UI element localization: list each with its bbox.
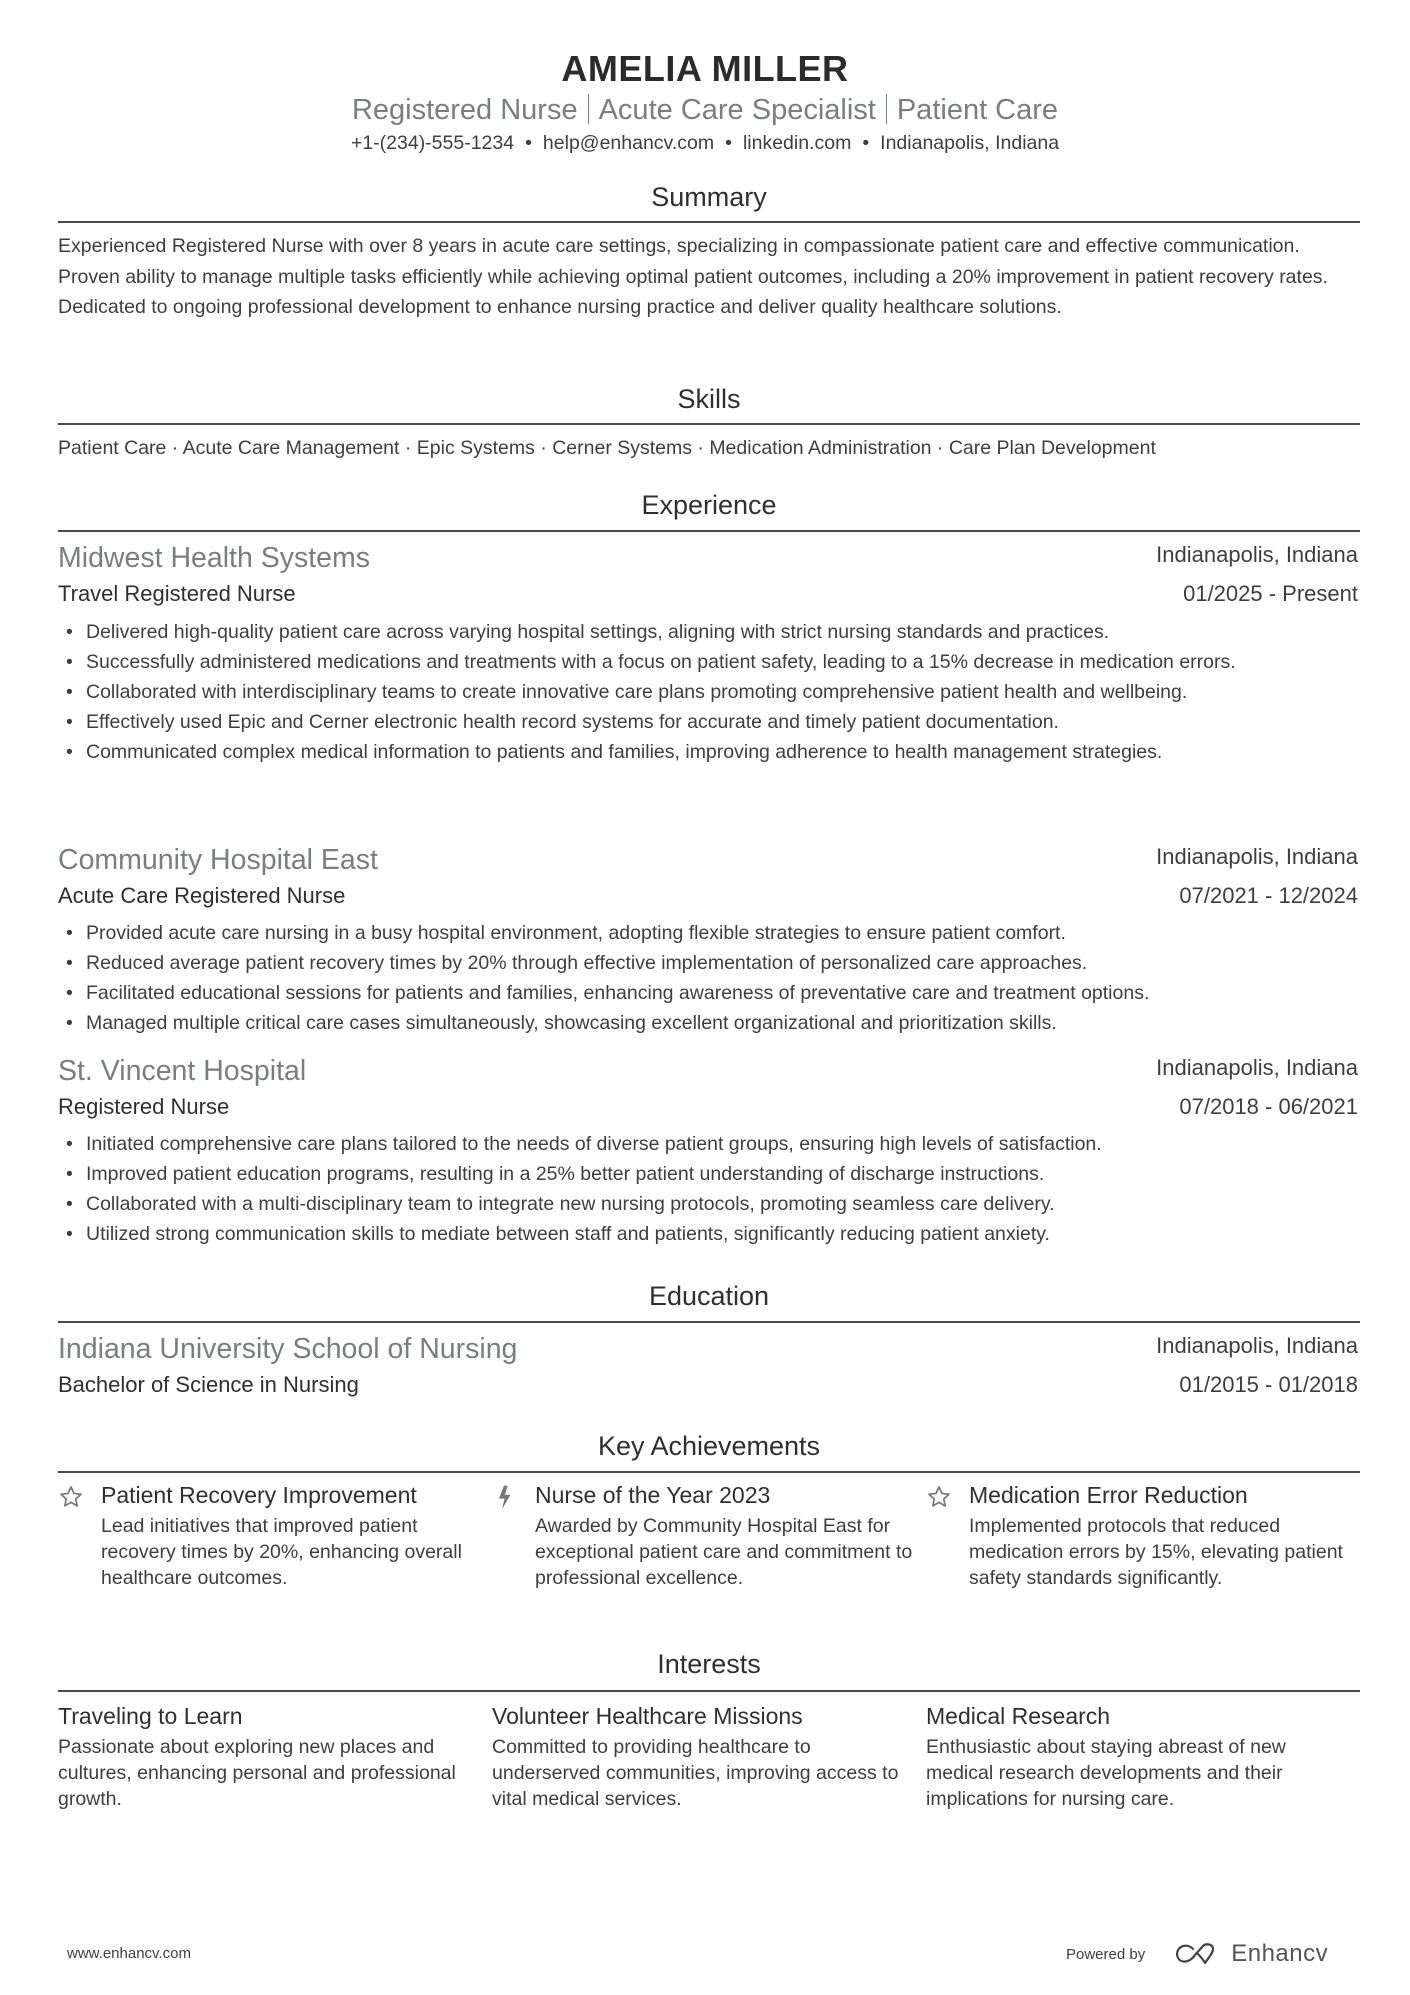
education-degree: Bachelor of Science in Nursing <box>58 1372 359 1397</box>
job-bullet: • Collaborated with interdisciplinary teams to create innovative care plans promoting comprehensive patient health and wellbeing. <box>58 677 1360 707</box>
section-divider <box>58 1471 1360 1473</box>
interest-description: Enthusiastic about staying abreast of new medical research developments and their implications for nursing care. <box>926 1736 1286 1810</box>
interest-item <box>492 1701 926 1812</box>
headline-title-1: Registered Nurse <box>351 94 578 126</box>
contact-separator: • <box>862 132 870 154</box>
contact-email[interactable]: help@enhancv.com <box>542 132 715 154</box>
education-location: Indianapolis, Indiana <box>1156 1333 1358 1358</box>
enhancv-logo-text: Enhancv <box>1231 1940 1329 1967</box>
headline-divider <box>588 94 589 124</box>
job-bullet: • Reduced average patient recovery times by 20% through effective implementation of personalized care approaches. <box>58 948 1360 978</box>
contact-separator: • <box>725 132 732 154</box>
star-icon <box>58 1484 84 1510</box>
candidate-name: AMELIA MILLER <box>561 48 849 89</box>
job-location: Indianapolis, Indiana <box>1156 542 1358 567</box>
headline-title-3: Patient Care <box>896 94 1059 126</box>
achievement-title: Medication Error Reduction <box>969 1482 1248 1508</box>
achievement-item <box>926 1480 1360 1591</box>
job-bullets <box>58 1129 1360 1249</box>
achievement-title: Nurse of the Year 2023 <box>535 1482 771 1508</box>
job-dates: 01/2025 - Present <box>1183 581 1358 606</box>
interest-description: Committed to providing healthcare to underserved communities, improving access to vital medical services. <box>492 1736 899 1810</box>
section-heading-skills: Skills <box>677 384 741 414</box>
achievement-item <box>58 1480 492 1591</box>
job-role: Acute Care Registered Nurse <box>58 883 346 908</box>
section-divider <box>58 1321 1360 1323</box>
section-divider <box>58 423 1360 425</box>
education-dates: 01/2015 - 01/2018 <box>1179 1372 1358 1397</box>
section-heading-achievements: Key Achievements <box>597 1431 821 1461</box>
achievement-description: Awarded by Community Hospital East for exceptional patient care and commitment to professional excellence. <box>535 1515 913 1589</box>
interest-title: Traveling to Learn <box>58 1703 243 1729</box>
footer-branding[interactable] <box>1066 1940 1328 1968</box>
interest-item <box>58 1701 492 1812</box>
interests-list <box>58 1701 1360 1812</box>
job-company: Midwest Health Systems <box>58 542 371 574</box>
headline-divider <box>886 94 887 124</box>
interest-title: Medical Research <box>926 1703 1111 1729</box>
job-bullet: • Managed multiple critical care cases simultaneously, showcasing excellent organizational and prioritization skills. <box>58 1008 1360 1038</box>
achievement-description: Lead initiatives that improved patient recovery times by 20%, enhancing overall healthcare outcomes. <box>101 1515 462 1589</box>
interest-description: Passionate about exploring new places and cultures, enhancing personal and professional growth. <box>58 1736 456 1810</box>
achievement-title: Patient Recovery Improvement <box>101 1482 417 1508</box>
achievement-item <box>492 1480 926 1591</box>
job-bullet: • Successfully administered medications and treatments with a focus on patient safety, leading to a 15% decrease in medication errors. <box>58 647 1360 677</box>
contact-line <box>0 131 1410 155</box>
job-company: Community Hospital East <box>58 844 378 876</box>
achievements-list <box>58 1480 1360 1591</box>
bolt-icon <box>492 1484 518 1510</box>
job-bullet: • Delivered high-quality patient care across varying hospital settings, aligning with strict nursing standards and practices. <box>58 617 1360 647</box>
resume-header <box>0 48 1410 155</box>
job-dates: 07/2021 - 12/2024 <box>1179 883 1358 908</box>
section-divider <box>58 221 1360 223</box>
job-dates: 07/2018 - 06/2021 <box>1179 1094 1358 1119</box>
contact-separator: • <box>525 132 532 154</box>
contact-location: Indianapolis, Indiana <box>880 132 1060 154</box>
job-bullet: • Improved patient education programs, resulting in a 25% better patient understanding of discharge instructions. <box>58 1159 1360 1189</box>
footer-website-link[interactable]: www.enhancv.com <box>67 1945 191 1962</box>
job-bullet: • Initiated comprehensive care plans tailored to the needs of diverse patient groups, ensuring high levels of satisfaction. <box>58 1129 1360 1159</box>
job-bullet: • Effectively used Epic and Cerner electronic health record systems for accurate and timely patient documentation. <box>58 707 1360 737</box>
job-location: Indianapolis, Indiana <box>1156 1055 1358 1080</box>
enhancv-logo-icon <box>1173 1941 1221 1967</box>
star-icon <box>926 1484 952 1510</box>
education-institution: Indiana University School of Nursing <box>58 1333 518 1365</box>
section-divider <box>58 530 1360 532</box>
job-bullet: • Utilized strong communication skills to mediate between staff and patients, significantly reducing patient anxiety. <box>58 1219 1360 1249</box>
section-heading-summary: Summary <box>651 182 767 212</box>
section-divider <box>58 1690 1360 1692</box>
summary-text: Experienced Registered Nurse with over 8 years in acute care settings, specializing in compassionate patient care and effective communication. Proven ability to manage multiple tasks efficiently while achieving optimal patient outcomes, including a 20% improvement in patient recovery rates. Dedicated to ongoing professional development to enhance nursing practice and deliver quality healthcare solutions. <box>58 235 1328 318</box>
interest-item <box>926 1701 1360 1812</box>
job-bullet: • Facilitated educational sessions for patients and families, enhancing awareness of preventative care and treatment options. <box>58 978 1360 1008</box>
contact-phone[interactable]: +1-(234)-555-1234 <box>350 132 515 154</box>
job-role: Registered Nurse <box>58 1094 230 1119</box>
skills-list: Patient Care · Acute Care Management · Epic Systems · Cerner Systems · Medication Administration · Care Plan Development <box>58 437 1156 459</box>
achievement-description: Implemented protocols that reduced medication errors by 15%, elevating patient safety standards significantly. <box>969 1515 1343 1589</box>
interest-title: Volunteer Healthcare Missions <box>492 1703 803 1729</box>
job-location: Indianapolis, Indiana <box>1156 844 1358 869</box>
job-bullet: • Collaborated with a multi-disciplinary team to integrate new nursing protocols, promoting seamless care delivery. <box>58 1189 1360 1219</box>
section-heading-education: Education <box>648 1281 770 1311</box>
powered-by-label: Powered by <box>1066 1945 1146 1963</box>
job-company: St. Vincent Hospital <box>58 1055 307 1087</box>
job-bullets <box>58 617 1360 767</box>
contact-linkedin[interactable]: linkedin.com <box>742 132 852 154</box>
headline <box>0 92 1410 128</box>
headline-title-2: Acute Care Specialist <box>598 94 876 126</box>
job-bullets <box>58 918 1360 1038</box>
job-bullet: • Communicated complex medical information to patients and families, improving adherence to health management strategies. <box>58 737 1360 767</box>
section-heading-experience: Experience <box>641 490 777 520</box>
job-role: Travel Registered Nurse <box>58 581 296 606</box>
section-heading-interests: Interests <box>657 1649 761 1679</box>
job-bullet: • Provided acute care nursing in a busy hospital environment, adopting flexible strategies to ensure patient comfort. <box>58 918 1360 948</box>
